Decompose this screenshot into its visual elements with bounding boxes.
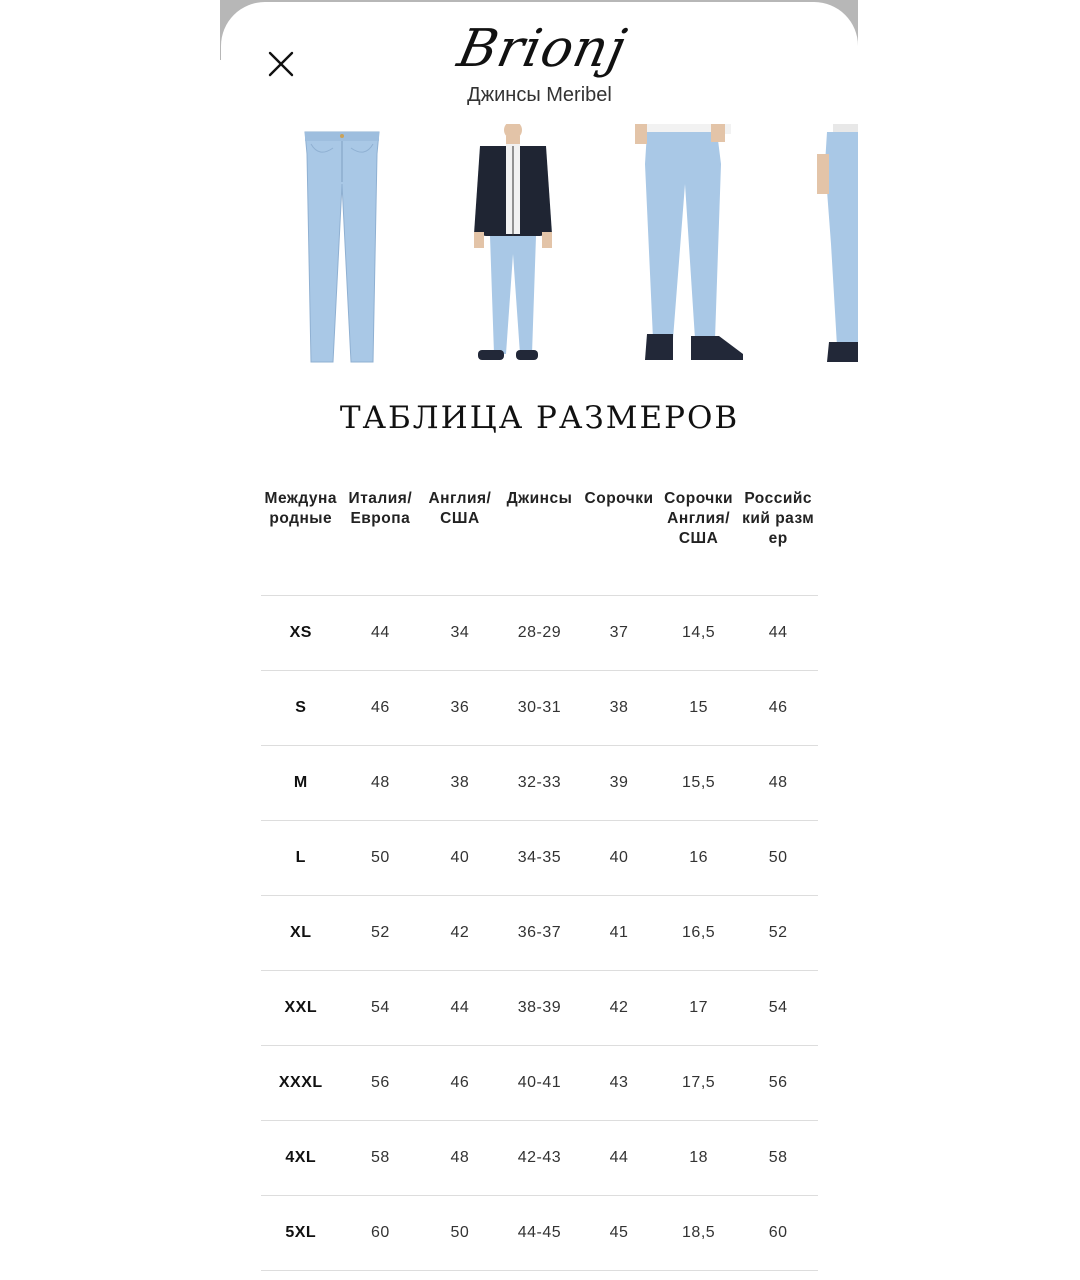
table-row (261, 596, 818, 671)
table-cell: 40-41 (500, 1046, 580, 1121)
size-label-cell: S (261, 671, 341, 746)
table-cell: 54 (341, 971, 421, 1046)
table-cell: 45 (579, 1196, 659, 1271)
table-cell: 16,5 (659, 896, 739, 971)
product-name: Джинсы Meribel (467, 84, 612, 106)
table-cell: 56 (341, 1046, 421, 1121)
table-cell: 18,5 (659, 1196, 739, 1271)
table-cell: 42 (579, 971, 659, 1046)
table-cell: 37 (579, 596, 659, 671)
table-cell: 30-31 (500, 671, 580, 746)
table-row (261, 671, 818, 746)
size-chart-title: ТАБЛИЦА РАЗМЕРОВ (339, 400, 740, 436)
table-cell: 41 (579, 896, 659, 971)
table-cell: 48 (738, 746, 818, 821)
column-header: Джинсы (500, 486, 580, 596)
table-cell: 18 (659, 1121, 739, 1196)
model-side-image[interactable] (633, 124, 745, 369)
table-cell: 39 (579, 746, 659, 821)
table-cell: 38-39 (500, 971, 580, 1046)
close-button[interactable] (261, 44, 301, 84)
table-cell: 44 (738, 596, 818, 671)
table-cell: 44 (579, 1121, 659, 1196)
jeans-front-image[interactable] (299, 124, 385, 369)
table-cell: 16 (659, 821, 739, 896)
size-label-cell: 4XL (261, 1121, 341, 1196)
table-cell: 46 (738, 671, 818, 746)
table-cell: 42 (420, 896, 500, 971)
table-row (261, 1121, 818, 1196)
table-cell: 34 (420, 596, 500, 671)
size-label-cell: 5XL (261, 1196, 341, 1271)
brand-logo: Brionj (452, 19, 633, 79)
table-cell: 32-33 (500, 746, 580, 821)
size-chart-table (261, 486, 818, 1271)
table-row (261, 821, 818, 896)
size-label-cell: XXXL (261, 1046, 341, 1121)
table-cell: 50 (738, 821, 818, 896)
table-cell: 17,5 (659, 1046, 739, 1121)
table-cell: 56 (738, 1046, 818, 1121)
table-cell: 46 (341, 671, 421, 746)
column-header: Российский размер (738, 486, 818, 596)
product-gallery[interactable] (221, 124, 858, 369)
table-cell: 48 (420, 1121, 500, 1196)
table-cell: 42-43 (500, 1121, 580, 1196)
column-header: Международные (261, 486, 341, 596)
table-cell: 34-35 (500, 821, 580, 896)
table-cell: 15 (659, 671, 739, 746)
table-cell: 60 (738, 1196, 818, 1271)
table-cell: 50 (420, 1196, 500, 1271)
size-label-cell: XXL (261, 971, 341, 1046)
table-cell: 43 (579, 1046, 659, 1121)
table-row (261, 971, 818, 1046)
column-header: Сорочки (579, 486, 659, 596)
column-header: Италия/ Европа (341, 486, 421, 596)
table-cell: 52 (341, 896, 421, 971)
size-label-cell: XS (261, 596, 341, 671)
table-cell: 36-37 (500, 896, 580, 971)
close-icon (268, 51, 294, 77)
column-header: Англия/ США (420, 486, 500, 596)
table-cell: 36 (420, 671, 500, 746)
table-row (261, 1196, 818, 1271)
table-cell: 44-45 (500, 1196, 580, 1271)
table-cell: 58 (341, 1121, 421, 1196)
table-cell: 40 (579, 821, 659, 896)
size-label-cell: L (261, 821, 341, 896)
table-cell: 40 (420, 821, 500, 896)
table-cell: 52 (738, 896, 818, 971)
column-header: Сорочки Англия/ США (659, 486, 739, 596)
table-row (261, 896, 818, 971)
model-partial-image[interactable] (813, 124, 858, 369)
table-cell: 48 (341, 746, 421, 821)
table-cell: 54 (738, 971, 818, 1046)
table-header-row (261, 486, 818, 596)
table-cell: 60 (341, 1196, 421, 1271)
table-cell: 38 (420, 746, 500, 821)
table-cell: 58 (738, 1121, 818, 1196)
table-cell: 28-29 (500, 596, 580, 671)
table-cell: 17 (659, 971, 739, 1046)
table-cell: 44 (341, 596, 421, 671)
size-label-cell: M (261, 746, 341, 821)
model-front-image[interactable] (466, 124, 561, 369)
table-cell: 38 (579, 671, 659, 746)
table-row (261, 746, 818, 821)
table-cell: 15,5 (659, 746, 739, 821)
table-cell: 50 (341, 821, 421, 896)
size-guide-sheet (221, 2, 858, 1280)
table-cell: 14,5 (659, 596, 739, 671)
table-cell: 46 (420, 1046, 500, 1121)
size-label-cell: XL (261, 896, 341, 971)
table-cell: 44 (420, 971, 500, 1046)
table-row (261, 1046, 818, 1121)
